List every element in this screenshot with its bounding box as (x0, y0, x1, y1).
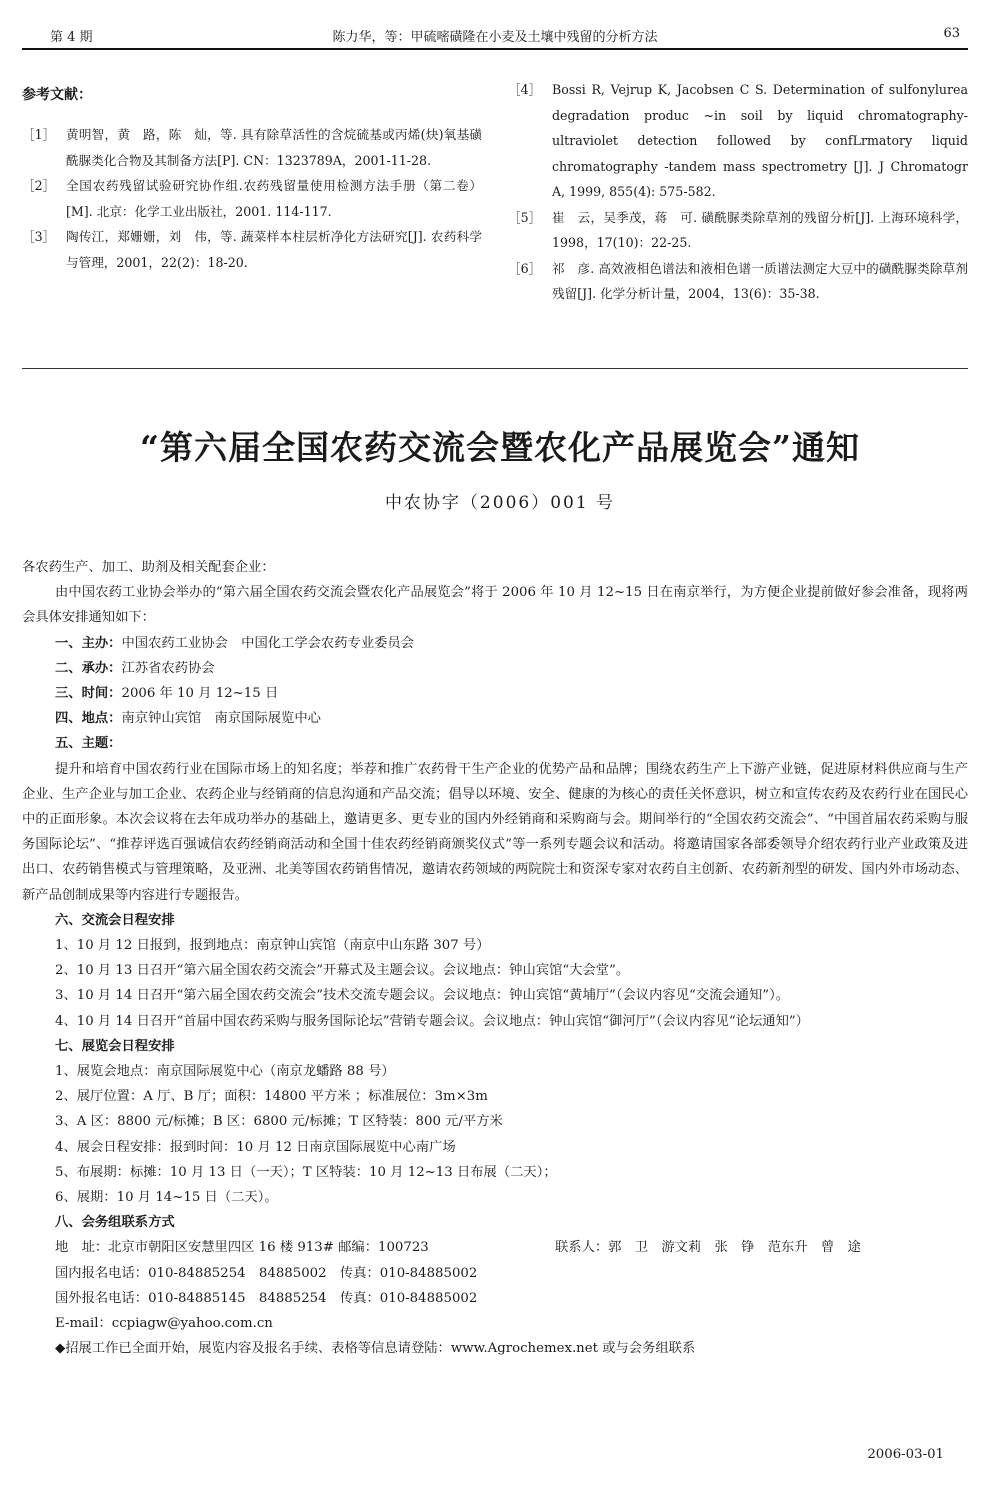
contact-heading: 八、会务组联系方式 (55, 1215, 175, 1231)
contact-address: 地 址：北京市朝阳区安慧里四区 16 楼 913# 邮编：100723 (55, 1240, 429, 1256)
reference-text: 全国农药残留试验研究协作组.农药残留量使用检测方法手册（第二卷）[M]. 北京：化学工业出版社，2001. 114-117. (66, 178, 482, 219)
host-value: 江苏省农药协会 (121, 660, 215, 676)
page-number: 63 (943, 26, 960, 41)
contact-address-row (22, 1235, 968, 1260)
theme-line (22, 731, 968, 756)
conference-schedule-entry: 4、10 月 14 日召开“首届中国农药采购与服务国际论坛”营销专题会议。会议地点：钟山宾馆“御河厅”（会议内容见“论坛通知”） (55, 1013, 809, 1029)
issue-number: 第 4 期 (50, 30, 93, 45)
host-line (22, 656, 968, 681)
page-header (22, 22, 968, 50)
reference-number: ［4］ (508, 82, 542, 97)
salutation: 各农药生产、加工、助剂及相关配套企业： (22, 560, 275, 575)
venue-label: 四、地点： (55, 711, 122, 727)
exhibition-schedule-entry: 5、布展期：标摊：10 月 13 日（一天）；T 区特装：10 月 12~13 日布展（二天）； (55, 1164, 557, 1180)
conference-schedule-entry: 1、10 月 12 日报到，报到地点：南京钟山宾馆（南京中山东路 307 号） (55, 938, 490, 954)
section-divider (22, 368, 968, 369)
references-left-column (22, 122, 482, 275)
foreign-phone: 国外报名电话：010-84885145 84885254 传真：010-84885002 (55, 1290, 478, 1306)
recruitment-note: ◆招展工作已全面开始，展览内容及报名手续、表格等信息请登陆：www.Agrochemex.net 或与会务组联系 (55, 1341, 696, 1357)
references-heading: 参考文献： (22, 87, 92, 103)
exhibition-schedule-entry: 2、展厅位置：A 厅、B 厅；面积：14800 平方米 ；标准展位：3m×3m (55, 1089, 488, 1105)
time-line (22, 681, 968, 706)
intro-paragraph: 由中国农药工业协会举办的“第六届全国农药交流会暨农化产品展览会”将于 2006 年 10 月 12~15 日在南京举行，为方便企业提前做好参会准备，现将两会具体安排通知如下： (22, 585, 968, 626)
conference-schedule-entry: 2、10 月 13 日召开“第六届全国农药交流会”开幕式及主题会议。会议地点：钟山宾馆“大会堂”。 (55, 963, 630, 979)
organizer-label: 一、主办： (55, 635, 122, 651)
organizer-value: 中国农药工业协会 中国化工学会农药专业委员会 (121, 635, 415, 651)
domestic-phone: 国内报名电话：010-84885254 84885002 传真：010-84885002 (55, 1265, 478, 1281)
reference-number: ［3］ (22, 229, 56, 244)
reference-number: ［6］ (508, 260, 542, 276)
reference-text: 祁 彦. 高效液相色谱法和液相色谱一质谱法测定大豆中的磺酰脲类除草剂残留[J]. 化学分析计量，2004，13(6)：35-38. (552, 260, 968, 301)
venue-line (22, 706, 968, 731)
theme-label: 五、主题： (55, 736, 122, 752)
reference-text: Bossi R, Vejrup K, Jacobsen C S. Determination of sulfonylurea degradation produc ~in soil by liquid chromatography-ultraviolet detection followed by confLrmatory liquid chromatography -tandem mass spectrometry [J]. J Chromatogr A, 1999, 855(4): 575-582. (552, 82, 968, 199)
time-label: 三、时间： (55, 686, 122, 702)
running-title: 陈力华，等：甲硫嘧磺隆在小麦及土壤中残留的分析方法 (332, 30, 658, 45)
exhibition-schedule-entry: 3、A 区：8800 元/标摊；B 区：6800 元/标摊；T 区特装：800 元/平方米 (55, 1114, 503, 1130)
exhibition-schedule-entry: 4、展会日程安排：报到时间：10 月 12 日南京国际展览中心南广场 (55, 1139, 456, 1155)
organizer-line (22, 631, 968, 656)
reference-item (508, 77, 968, 205)
document-number: 中农协字（2006）001 号 (384, 493, 616, 513)
exhibition-schedule-entry: 6、展期：10 月 14~15 日（二天）。 (55, 1190, 278, 1206)
reference-number: ［5］ (508, 209, 542, 225)
notice-date: 2006-03-01 (867, 1447, 944, 1462)
contact-persons: 联系人：郭 卫 游文莉 张 铮 范东升 曾 途 (555, 1240, 861, 1256)
exhibition-schedule-entry: 1、展览会地点：南京国际展览中心（南京龙蟠路 88 号） (55, 1064, 395, 1080)
reference-item (22, 173, 482, 224)
reference-item (22, 122, 482, 173)
reference-item (508, 256, 968, 307)
exhibition-schedule-heading: 七、展览会日程安排 (55, 1038, 175, 1054)
venue-value: 南京钟山宾馆 南京国际展览中心 (121, 711, 321, 727)
reference-text: 黄明智，黄 路，陈 灿，等. 具有除草活性的含烷硫基或丙烯(炔)氧基磺酰脲类化合物及其制备方法[P]. CN：1323789A，2001-11-28. (66, 127, 482, 168)
reference-item (22, 224, 482, 275)
reference-number: ［1］ (22, 127, 56, 142)
notice-title: “第六届全国农药交流会暨农化产品展览会”通知 (140, 428, 860, 467)
notice-body (22, 555, 968, 1362)
reference-text: 陶传江，郑姗姗，刘 伟，等. 蔬菜样本柱层析净化方法研究[J]. 农药科学与管理，2001，22(2)：18-20. (66, 229, 482, 270)
references-right-column (508, 77, 968, 307)
theme-paragraph: 提升和培育中国农药行业在国际市场上的知名度；举荐和推广农药骨干生产企业的优势产品和品牌；围绕农药生产上下游产业链，促进原材料供应商与生产企业、生产企业与加工企业、农药企业与经销商的信息沟通和产品交流；倡导以环境、安全、健康的为核心的责任关怀意识，树立和宣传农药及农药行业在国民心中的正面形象。本次会议将在去年成功举办的基础上，邀请更多、更专业的国内外经销商和采购商与会。期间举行的“全国农药交流会”、“中国首届农药采购与服务国际论坛”、“推荐评选百强诚信农药经销商活动和全国十佳农药经销商颁奖仪式”等一系列专题会议和活动。将邀请国家各部委领导介绍农药行业产业政策及进出口、农药销售模式与管理策略，及亚洲、北美等国农药销售情况，邀请农药领域的两院院士和资深专家对农药自主创新、农药新剂型的研发、国内外市场动态、新产品创制成果等内容进行专题报告。 (22, 761, 968, 903)
host-label: 二、承办： (55, 660, 122, 676)
contact-email: E-mail：ccpiagw@yahoo.com.cn (55, 1316, 273, 1332)
time-value: 2006 年 10 月 12~15 日 (121, 686, 279, 702)
reference-number: ［2］ (22, 178, 56, 193)
reference-item (508, 205, 968, 256)
conference-schedule-entry: 3、10 月 14 日召开“第六届全国农药交流会”技术交流专题会议。会议地点：钟山宾馆“黄埔厅”（会议内容见“交流会通知”）。 (55, 988, 790, 1004)
reference-text: 崔 云，吴季茂，蒋 可. 磺酰脲类除草剂的残留分析[J]. 上海环境科学，1998，17(10)：22-25. (552, 209, 968, 250)
conference-schedule-heading: 六、交流会日程安排 (55, 912, 175, 928)
